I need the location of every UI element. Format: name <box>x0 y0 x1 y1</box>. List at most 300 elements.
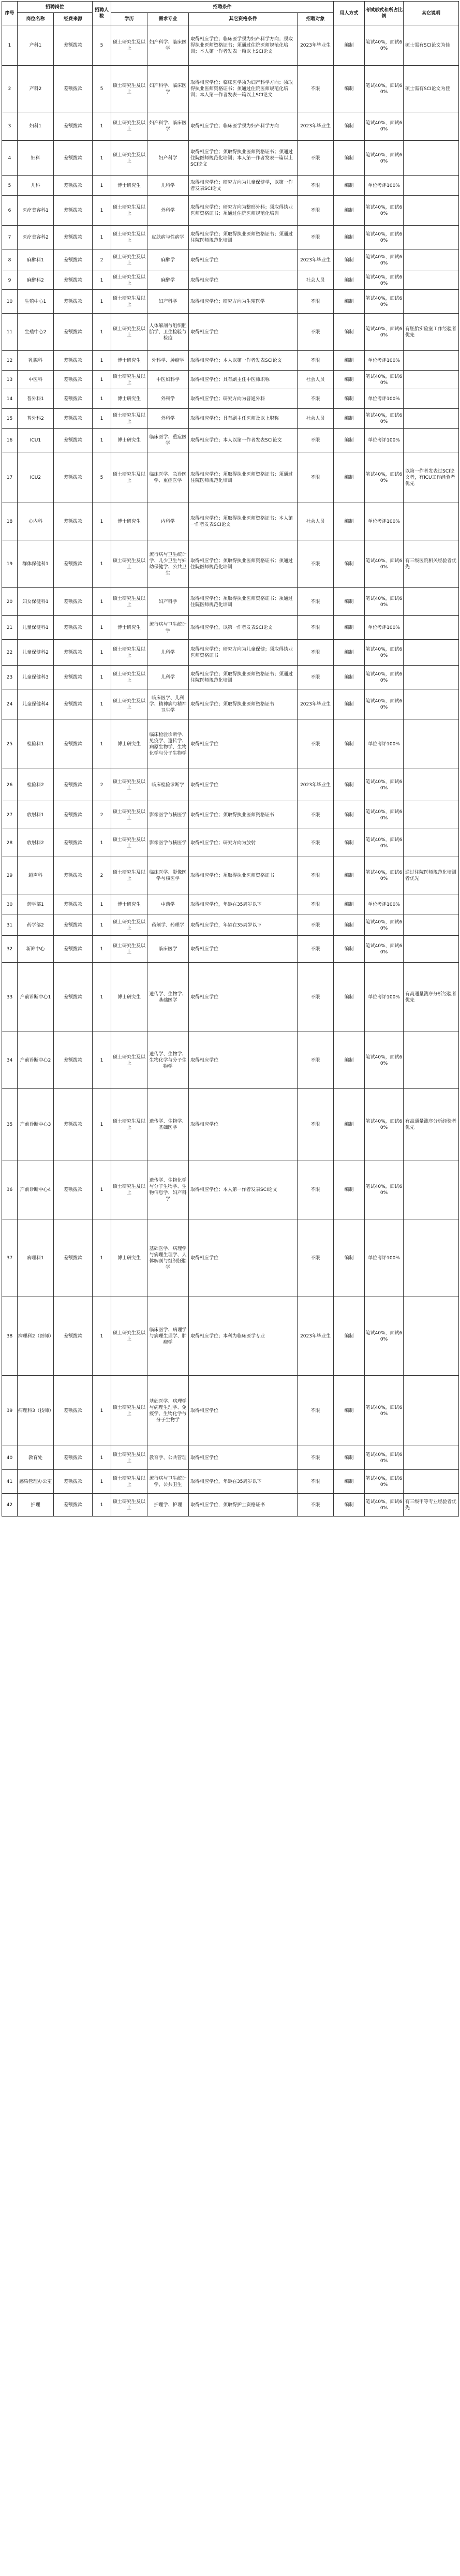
hire-cell: 编制 <box>334 226 365 249</box>
other-req-cell: 取得相应学位；须取得执业医师资格证书；须通过住院医师规范化培训 <box>189 666 298 689</box>
funding-cell: 差额拨款 <box>54 314 93 351</box>
funding-cell: 差额拨款 <box>54 588 93 616</box>
other-req-cell: 取得相应学位，须取得护士资格证书 <box>189 1494 298 1517</box>
note-cell <box>404 429 459 452</box>
note-cell <box>404 249 459 271</box>
target-cell: 不限 <box>298 829 334 857</box>
major-cell: 妇产科学 <box>147 141 189 176</box>
table-row <box>2 1470 459 1494</box>
target-cell: 不限 <box>298 314 334 351</box>
major-cell: 教育学、公共管理 <box>147 1446 189 1470</box>
seq-cell: 37 <box>2 1219 18 1297</box>
other-req-cell: 取得相应学位；研究方向为放射 <box>189 829 298 857</box>
hire-cell: 编制 <box>334 1089 365 1160</box>
position-cell: 产前诊断中心3 <box>18 1089 54 1160</box>
education-cell: 硕士研究生及以上 <box>111 689 147 719</box>
hire-cell: 编制 <box>334 915 365 936</box>
other-req-cell: 取得相应学位；具有副主任医师及以上职称 <box>189 409 298 429</box>
other-req-cell: 取得相应学位；须取得执业医师资格证书；须通过住院医师规范化培训 <box>189 226 298 249</box>
note-cell: 有三级甲等专业经验者优先 <box>404 1494 459 1517</box>
education-cell: 博士研究生 <box>111 1219 147 1297</box>
seq-cell: 39 <box>2 1376 18 1446</box>
count-cell: 1 <box>93 719 111 769</box>
other-req-cell: 取得相应学位；须取得执业医师资格证书；须通过住院医师规范化培训；本人第一作者发表一篇以上SCI论文 <box>189 141 298 176</box>
note-cell: 有高通量测序分析经验者优先 <box>404 963 459 1032</box>
count-cell: 1 <box>93 963 111 1032</box>
funding-cell: 差额拨款 <box>54 666 93 689</box>
position-cell: 放射科2 <box>18 829 54 857</box>
exam-cell: 笔试40%，面试60% <box>365 666 404 689</box>
seq-cell: 11 <box>2 314 18 351</box>
seq-cell: 32 <box>2 936 18 963</box>
exam-cell: 笔试40%，面试60% <box>365 226 404 249</box>
target-cell: 不限 <box>298 857 334 894</box>
funding-cell: 差额拨款 <box>54 857 93 894</box>
table-row <box>2 1446 459 1470</box>
seq-cell: 26 <box>2 769 18 801</box>
other-req-cell: 取得相应学位；研究方向为儿童保健学，以第一作者发表SCI论文 <box>189 176 298 196</box>
major-cell: 临床医学 <box>147 936 189 963</box>
count-cell: 1 <box>93 196 111 226</box>
note-cell <box>404 915 459 936</box>
major-cell: 流行病与卫生统计学、儿少卫生与妇幼保健学、公共卫生 <box>147 540 189 588</box>
table-row <box>2 616 459 640</box>
target-cell: 不限 <box>298 1032 334 1089</box>
other-req-header: 其它资格条件 <box>189 13 298 25</box>
seq-cell: 7 <box>2 226 18 249</box>
major-cell: 妇产科学 <box>147 290 189 314</box>
funding-cell: 差额拨款 <box>54 1494 93 1517</box>
table-row <box>2 112 459 141</box>
note-cell: 硕士需有SCI论文为佳 <box>404 25 459 66</box>
note-cell <box>404 1160 459 1219</box>
exam-cell: 笔试40%，面试60% <box>365 141 404 176</box>
education-cell: 硕士研究生及以上 <box>111 25 147 66</box>
exam-cell: 单位考评100% <box>365 176 404 196</box>
note-header: 其它说明 <box>404 2 459 25</box>
hire-cell: 编制 <box>334 351 365 371</box>
exam-cell: 单位考评100% <box>365 429 404 452</box>
other-req-cell: 取得相应学位；须取得执业医师资格证书；本人第一作者发表SCI论文 <box>189 503 298 540</box>
position-cell: ICU2 <box>18 452 54 503</box>
education-cell: 硕士研究生及以上 <box>111 1446 147 1470</box>
position-cell: 中医科 <box>18 371 54 389</box>
target-cell: 社会人员 <box>298 409 334 429</box>
other-req-cell: 取得相应学位 <box>189 1376 298 1446</box>
education-cell: 硕士研究生及以上 <box>111 1160 147 1219</box>
target-cell: 不限 <box>298 389 334 409</box>
funding-cell: 差额拨款 <box>54 1376 93 1446</box>
hire-cell: 编制 <box>334 314 365 351</box>
table-row <box>2 588 459 616</box>
note-cell <box>404 1219 459 1297</box>
table-row <box>2 963 459 1032</box>
table-row <box>2 226 459 249</box>
hire-cell: 编制 <box>334 196 365 226</box>
target-cell: 不限 <box>298 963 334 1032</box>
seq-cell: 41 <box>2 1470 18 1494</box>
exam-cell: 笔试40%，面试60% <box>365 540 404 588</box>
other-req-cell: 取得相应学位 <box>189 1032 298 1089</box>
hire-cell: 编制 <box>334 640 365 666</box>
hire-cell: 编制 <box>334 176 365 196</box>
note-cell <box>404 371 459 389</box>
exam-cell: 笔试40%，面试60% <box>365 249 404 271</box>
education-cell: 硕士研究生及以上 <box>111 452 147 503</box>
funding-cell: 差额拨款 <box>54 689 93 719</box>
note-cell <box>404 689 459 719</box>
hire-cell: 编制 <box>334 249 365 271</box>
table-row <box>2 640 459 666</box>
seq-cell: 9 <box>2 271 18 290</box>
exam-cell: 单位考评100% <box>365 719 404 769</box>
funding-cell: 差额拨款 <box>54 409 93 429</box>
exam-cell: 笔试40%，面试60% <box>365 452 404 503</box>
hire-cell: 编制 <box>334 689 365 719</box>
other-req-cell: 取得相应学位；本人以第一作者发表SCI论文 <box>189 429 298 452</box>
exam-cell: 笔试40%，面试60% <box>365 857 404 894</box>
exam-cell: 笔试40%，面试60% <box>365 290 404 314</box>
target-cell: 不限 <box>298 351 334 371</box>
other-req-cell: 取得相应学位，年龄在35周岁以下 <box>189 1470 298 1494</box>
note-cell <box>404 936 459 963</box>
other-req-cell: 取得相应学位；研究方向为整形外科；须取得执业医师资格证书；须通过住院医师规范化培训 <box>189 196 298 226</box>
count-cell: 1 <box>93 588 111 616</box>
target-cell: 不限 <box>298 588 334 616</box>
table-row <box>2 719 459 769</box>
education-cell: 博士研究生 <box>111 429 147 452</box>
exam-cell: 笔试40%，面试60% <box>365 769 404 801</box>
target-cell: 不限 <box>298 1160 334 1219</box>
other-req-cell: 取得相应学位 <box>189 719 298 769</box>
exam-cell: 笔试40%，面试60% <box>365 1470 404 1494</box>
seq-cell: 28 <box>2 829 18 857</box>
seq-cell: 10 <box>2 290 18 314</box>
target-cell: 2023年毕业生 <box>298 769 334 801</box>
hire-cell: 编制 <box>334 1160 365 1219</box>
funding-cell: 差额拨款 <box>54 1297 93 1376</box>
education-cell: 博士研究生 <box>111 963 147 1032</box>
hire-cell: 编制 <box>334 1494 365 1517</box>
position-cell: 儿科 <box>18 176 54 196</box>
hire-cell: 编制 <box>334 1376 365 1446</box>
exam-cell: 笔试40%，面试60% <box>365 801 404 829</box>
hire-cell: 编制 <box>334 141 365 176</box>
count-cell: 1 <box>93 503 111 540</box>
major-cell: 妇产科学、临床医学 <box>147 66 189 112</box>
major-cell: 妇产科学、临床医学 <box>147 25 189 66</box>
position-cell: 护理 <box>18 1494 54 1517</box>
count-cell: 1 <box>93 1376 111 1446</box>
count-cell: 1 <box>93 371 111 389</box>
funding-cell: 差额拨款 <box>54 112 93 141</box>
hire-header: 用人方式 <box>334 2 365 25</box>
major-cell: 儿科学 <box>147 666 189 689</box>
count-header: 招聘人数 <box>93 2 111 25</box>
note-cell: 硕士需有SCI论文为佳 <box>404 66 459 112</box>
position-cell: 放射科1 <box>18 801 54 829</box>
education-cell: 博士研究生 <box>111 503 147 540</box>
funding-cell: 差额拨款 <box>54 894 93 915</box>
requirements-group-header: 招聘条件 <box>111 2 334 13</box>
seq-cell: 14 <box>2 389 18 409</box>
funding-cell: 差额拨款 <box>54 196 93 226</box>
count-cell: 1 <box>93 540 111 588</box>
other-req-cell: 取得相应学位；本人第一作者发表SCI论文 <box>189 1160 298 1219</box>
funding-cell: 差额拨款 <box>54 640 93 666</box>
note-cell <box>404 616 459 640</box>
major-cell: 麻醉学 <box>147 249 189 271</box>
seq-cell: 35 <box>2 1089 18 1160</box>
major-cell: 临床医学、病理学与病理生理学、肿瘤学 <box>147 1297 189 1376</box>
table-row <box>2 196 459 226</box>
funding-cell: 差额拨款 <box>54 371 93 389</box>
table-row <box>2 409 459 429</box>
count-cell: 1 <box>93 226 111 249</box>
target-cell: 不限 <box>298 141 334 176</box>
position-cell: 检验科1 <box>18 719 54 769</box>
funding-cell: 差额拨款 <box>54 1089 93 1160</box>
count-cell: 1 <box>93 112 111 141</box>
position-cell: 药学部2 <box>18 915 54 936</box>
other-req-cell: 取得相应学位；须取得执业医师资格证书 <box>189 689 298 719</box>
position-cell: 产前诊断中心4 <box>18 1160 54 1219</box>
position-cell: 医疗美容科1 <box>18 196 54 226</box>
note-cell <box>404 1446 459 1470</box>
count-cell: 1 <box>93 1297 111 1376</box>
exam-cell: 单位考评100% <box>365 503 404 540</box>
exam-cell: 笔试40%，面试60% <box>365 1089 404 1160</box>
target-cell: 不限 <box>298 1446 334 1470</box>
position-cell: 心内科 <box>18 503 54 540</box>
target-header: 招聘对象 <box>298 13 334 25</box>
education-cell: 硕士研究生及以上 <box>111 1297 147 1376</box>
table-row <box>2 1219 459 1297</box>
note-cell <box>404 588 459 616</box>
count-cell: 5 <box>93 66 111 112</box>
count-cell: 1 <box>93 176 111 196</box>
note-cell <box>404 176 459 196</box>
position-cell: 产前诊断中心1 <box>18 963 54 1032</box>
funding-cell: 差额拨款 <box>54 249 93 271</box>
major-cell: 遗传学、生物学、基础医学 <box>147 963 189 1032</box>
exam-cell: 笔试40%，面试60% <box>365 271 404 290</box>
count-cell: 2 <box>93 857 111 894</box>
funding-cell: 差额拨款 <box>54 176 93 196</box>
hire-cell: 编制 <box>334 540 365 588</box>
target-cell: 不限 <box>298 1470 334 1494</box>
seq-cell: 15 <box>2 409 18 429</box>
funding-header: 经费来源 <box>54 13 93 25</box>
target-cell: 不限 <box>298 719 334 769</box>
count-cell: 1 <box>93 936 111 963</box>
table-row <box>2 666 459 689</box>
other-req-cell: 取得相应学位 <box>189 936 298 963</box>
other-req-cell: 取得相应学位 <box>189 1089 298 1160</box>
funding-cell: 差额拨款 <box>54 452 93 503</box>
major-cell: 基础医学、病理学与病理生理学、免疫学、生物化学与分子生物学 <box>147 1376 189 1446</box>
count-cell: 1 <box>93 689 111 719</box>
hire-cell: 编制 <box>334 588 365 616</box>
table-row <box>2 452 459 503</box>
other-req-cell: 取得相应学位，以第一作者发表SCI论文 <box>189 616 298 640</box>
other-req-cell: 取得相应学位 <box>189 314 298 351</box>
table-row <box>2 857 459 894</box>
major-cell: 妇产科学、临床医学 <box>147 112 189 141</box>
education-cell: 硕士研究生及以上 <box>111 409 147 429</box>
seq-cell: 4 <box>2 141 18 176</box>
seq-cell: 40 <box>2 1446 18 1470</box>
education-header: 学历 <box>111 13 147 25</box>
hire-cell: 编制 <box>334 66 365 112</box>
education-cell: 硕士研究生及以上 <box>111 829 147 857</box>
education-cell: 硕士研究生及以上 <box>111 271 147 290</box>
hire-cell: 编制 <box>334 857 365 894</box>
education-cell: 硕士研究生及以上 <box>111 769 147 801</box>
major-cell: 护理学、护理 <box>147 1494 189 1517</box>
education-cell: 硕士研究生及以上 <box>111 857 147 894</box>
note-cell: 以第一作者发表过SCI论文者，有ICU工作经验者优先 <box>404 452 459 503</box>
target-cell: 社会人员 <box>298 503 334 540</box>
major-cell: 临床检验诊断学 <box>147 769 189 801</box>
exam-cell: 笔试40%，面试60% <box>365 1446 404 1470</box>
seq-cell: 20 <box>2 588 18 616</box>
note-cell <box>404 719 459 769</box>
count-cell: 1 <box>93 389 111 409</box>
count-cell: 1 <box>93 314 111 351</box>
major-cell: 影像医学与核医学 <box>147 801 189 829</box>
target-cell: 不限 <box>298 1219 334 1297</box>
major-cell: 药剂学、药理学 <box>147 915 189 936</box>
funding-cell: 差额拨款 <box>54 429 93 452</box>
target-cell: 2023年毕业生 <box>298 249 334 271</box>
table-row <box>2 1160 459 1219</box>
education-cell: 硕士研究生及以上 <box>111 66 147 112</box>
hire-cell: 编制 <box>334 1470 365 1494</box>
table-row <box>2 66 459 112</box>
education-cell: 硕士研究生及以上 <box>111 1376 147 1446</box>
target-cell: 不限 <box>298 616 334 640</box>
note-cell: 有高通量测序分析经验者优先 <box>404 1089 459 1160</box>
table-row <box>2 271 459 290</box>
note-cell <box>404 1376 459 1446</box>
exam-cell: 笔试40%，面试60% <box>365 1376 404 1446</box>
other-req-cell: 取得相应学位；须取得执业医师资格证书；须通过住院医师规范化培训 <box>189 452 298 503</box>
seq-cell: 18 <box>2 503 18 540</box>
hire-cell: 编制 <box>334 389 365 409</box>
position-cell: 教育处 <box>18 1446 54 1470</box>
major-cell: 中医妇科学 <box>147 371 189 389</box>
funding-cell: 差额拨款 <box>54 915 93 936</box>
count-cell: 1 <box>93 1032 111 1089</box>
major-cell: 外科学 <box>147 196 189 226</box>
target-cell: 不限 <box>298 1089 334 1160</box>
education-cell: 硕士研究生及以上 <box>111 196 147 226</box>
note-cell <box>404 769 459 801</box>
major-cell: 临床检验诊断学、免疫学、遗传学、病原生物学、生物化学与分子生物学 <box>147 719 189 769</box>
major-cell: 流行病与卫生统计学、公共卫生 <box>147 1470 189 1494</box>
note-cell <box>404 290 459 314</box>
count-cell: 5 <box>93 25 111 66</box>
target-cell: 2023年毕业生 <box>298 1297 334 1376</box>
note-cell <box>404 351 459 371</box>
table-row <box>2 894 459 915</box>
education-cell: 硕士研究生及以上 <box>111 666 147 689</box>
hire-cell: 编制 <box>334 452 365 503</box>
other-req-cell: 取得相应学位；须取得执业医师资格证书；须通过住院医师规范化培训 <box>189 540 298 588</box>
position-cell: 病理科3（技师） <box>18 1376 54 1446</box>
other-req-cell: 取得相应学位；临床医学须为妇产科学方向 <box>189 112 298 141</box>
note-cell <box>404 141 459 176</box>
table-row <box>2 915 459 936</box>
recruit-group-header: 招聘岗位 <box>18 2 93 13</box>
funding-cell: 差额拨款 <box>54 1446 93 1470</box>
target-cell: 2023年毕业生 <box>298 689 334 719</box>
position-cell: 药学部1 <box>18 894 54 915</box>
exam-cell: 笔试40%，面试60% <box>365 371 404 389</box>
note-cell: 有胚胎实验室工作经验者优先 <box>404 314 459 351</box>
target-cell: 不限 <box>298 176 334 196</box>
funding-cell: 差额拨款 <box>54 271 93 290</box>
position-cell: 病理科2（医师） <box>18 1297 54 1376</box>
count-cell: 1 <box>93 666 111 689</box>
exam-cell: 笔试40%，面试60% <box>365 409 404 429</box>
hire-cell: 编制 <box>334 429 365 452</box>
seq-cell: 42 <box>2 1494 18 1517</box>
education-cell: 硕士研究生及以上 <box>111 141 147 176</box>
seq-cell: 17 <box>2 452 18 503</box>
note-cell <box>404 829 459 857</box>
target-cell: 社会人员 <box>298 271 334 290</box>
position-cell: 产科2 <box>18 66 54 112</box>
target-cell: 不限 <box>298 540 334 588</box>
major-cell: 临床医学、影像医学与核医学 <box>147 857 189 894</box>
note-cell <box>404 196 459 226</box>
target-cell: 社会人员 <box>298 371 334 389</box>
target-cell: 不限 <box>298 290 334 314</box>
hire-cell: 编制 <box>334 1032 365 1089</box>
note-cell: 通过住院医师规范化培训者优先 <box>404 857 459 894</box>
note-cell <box>404 1470 459 1494</box>
major-header: 需求专业 <box>147 13 189 25</box>
other-req-cell: 取得相应学位；须取得执业医师资格证书；须通过住院医师规范化培训 <box>189 588 298 616</box>
note-cell <box>404 389 459 409</box>
table-row <box>2 801 459 829</box>
funding-cell: 差额拨款 <box>54 769 93 801</box>
count-cell: 1 <box>93 429 111 452</box>
other-req-cell: 取得相应学位；研究方向为儿童保健；须取得执业医师资格证书 <box>189 640 298 666</box>
funding-cell: 差额拨款 <box>54 351 93 371</box>
funding-cell: 差额拨款 <box>54 1219 93 1297</box>
position-cell: 病理科1 <box>18 1219 54 1297</box>
position-cell: 检验科2 <box>18 769 54 801</box>
major-cell: 皮肤病与性病学 <box>147 226 189 249</box>
count-cell: 1 <box>93 894 111 915</box>
position-cell: 普外科2 <box>18 409 54 429</box>
position-cell: 麻醉科1 <box>18 249 54 271</box>
count-cell: 2 <box>93 801 111 829</box>
funding-cell: 差额拨款 <box>54 540 93 588</box>
education-cell: 博士研究生 <box>111 894 147 915</box>
seq-cell: 30 <box>2 894 18 915</box>
seq-cell: 24 <box>2 689 18 719</box>
exam-cell: 笔试40%，面试60% <box>365 112 404 141</box>
position-cell: 普外科1 <box>18 389 54 409</box>
hire-cell: 编制 <box>334 936 365 963</box>
seq-cell: 23 <box>2 666 18 689</box>
funding-cell: 差额拨款 <box>54 1160 93 1219</box>
exam-cell: 笔试40%，面试60% <box>365 915 404 936</box>
